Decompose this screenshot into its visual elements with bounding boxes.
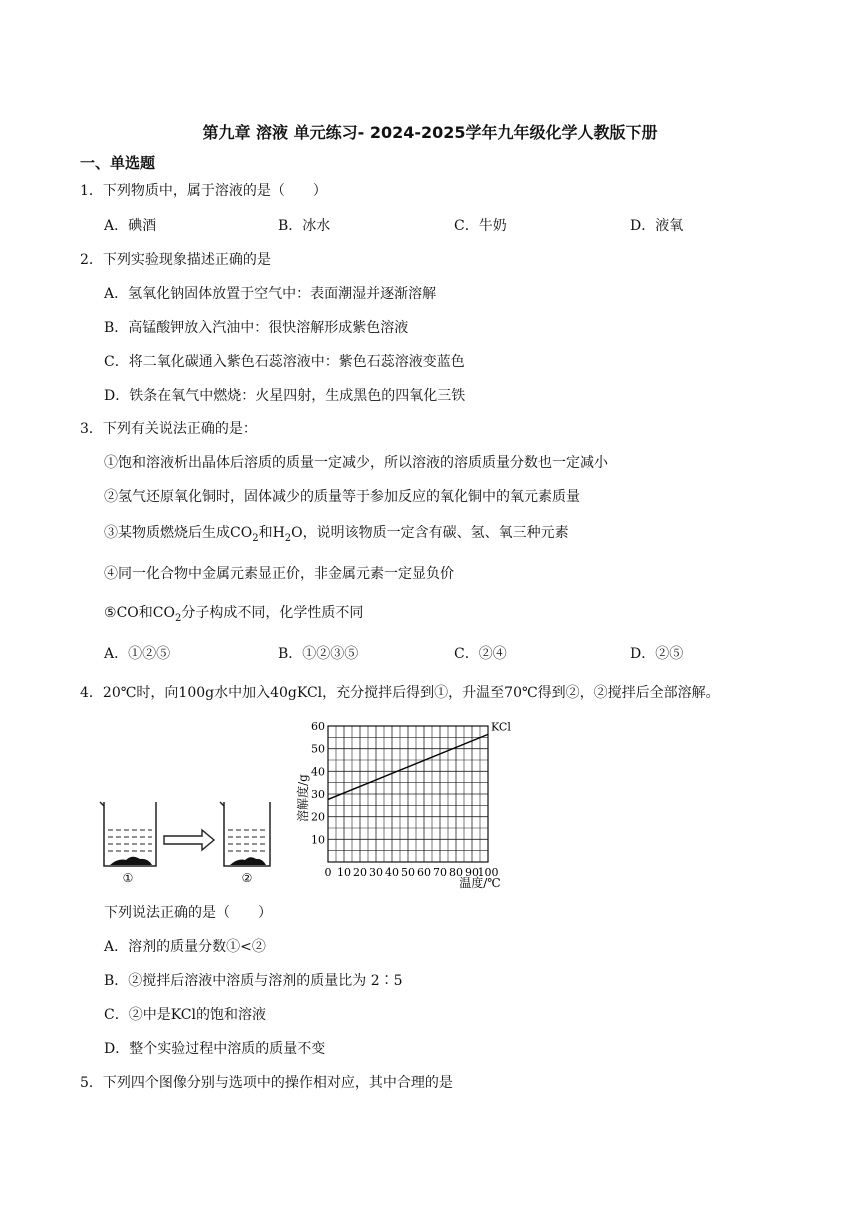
q1-option-c: C．牛奶 <box>454 218 507 234</box>
x-tick-label: 50 <box>401 866 415 879</box>
q4-stem-a: 4． <box>80 685 103 701</box>
q4-stem-d: ，充分搅拌后得到①，升温至 <box>322 685 505 701</box>
x-tick-label: 20 <box>353 866 367 879</box>
q4-mass-1: 100g <box>178 685 215 701</box>
q2-option-a: A．氢氧化钠固体放置于空气中：表面潮湿并逐渐溶解 <box>104 286 437 302</box>
x-tick-label: 80 <box>449 866 463 879</box>
q3-statement-4: ④同一化合物中金属元素显正价，非金属元素一定显负价 <box>104 566 454 582</box>
beaker-2 <box>220 802 270 866</box>
chart-ticks <box>311 720 499 879</box>
q4-stem-e: 得到②，②搅拌后全部溶解。 <box>537 685 720 701</box>
question-4-stem <box>80 682 720 702</box>
q2-option-c: C．将二氧化碳通入紫色石蕊溶液中：紫色石蕊溶液变蓝色 <box>104 354 465 370</box>
q3-statement-2: ②氢气还原氧化铜时，固体减少的质量等于参加反应的氧化铜中的氧元素质量 <box>104 489 580 505</box>
q3-statement-1: ①饱和溶液析出晶体后溶质的质量一定减少，所以溶液的溶质质量分数也一定减小 <box>104 455 608 471</box>
q3-option-c: C．②④ <box>454 646 507 662</box>
y-tick-label: 30 <box>311 788 325 801</box>
q3-s3-text-b: ，说明该物质一定含有碳、氢、氧三种元素 <box>302 525 569 541</box>
q4-option-d: D．整个实验过程中溶质的质量不变 <box>104 1041 326 1057</box>
x-tick-label: 40 <box>385 866 399 879</box>
x-tick-label: 10 <box>337 866 351 879</box>
x-tick-label: 60 <box>417 866 431 879</box>
question-1-stem: 1．下列物质中，属于溶液的是（ ） <box>80 183 327 199</box>
q3-s3-formula-co: CO <box>230 525 253 541</box>
q4-stem-b: 时，向 <box>136 685 179 701</box>
q2-option-b: B．高锰酸钾放入汽油中：很快溶解形成紫色溶液 <box>104 320 409 336</box>
q3-option-b: B．①②③⑤ <box>278 646 359 662</box>
section-heading: 一、单选题 <box>80 154 156 172</box>
arrow-icon <box>164 830 214 850</box>
q3-s5-text-a: ⑤ <box>104 605 117 621</box>
x-axis-label: 温度/℃ <box>459 876 501 890</box>
q3-s3-text-a: ③某物质燃烧后生成 <box>104 525 230 541</box>
x-tick-label: 30 <box>369 866 383 879</box>
q4-option-b: B．②搅拌后溶液中溶质与溶剂的质量比为 2∶5 <box>104 973 403 989</box>
beaker-1-label: ① <box>122 871 134 885</box>
y-tick-label: 60 <box>311 720 325 733</box>
beaker-2-label: ② <box>241 871 253 885</box>
series-label-kcl: KCl <box>491 720 511 734</box>
y-axis-label: 溶解度/g <box>296 774 310 822</box>
q3-s3-sub-1: 2 <box>252 532 259 544</box>
y-tick-label: 40 <box>311 765 325 779</box>
q3-s3-formula-h: H <box>272 525 285 541</box>
q4-sub-stem: 下列说法正确的是（ ） <box>104 905 272 921</box>
q4-mass-2: 40gKCl <box>270 685 323 701</box>
q4-option-a: A．溶剂的质量分数①<② <box>104 939 266 955</box>
q3-s5-and: 和 <box>138 605 153 621</box>
x-tick-label: 70 <box>433 866 447 879</box>
q3-statement-3 <box>104 522 569 544</box>
q3-option-a: A．①②⑤ <box>104 646 171 662</box>
q1-option-d: D．液氧 <box>630 218 684 234</box>
question-3-stem: 3．下列有关说法正确的是： <box>80 421 257 437</box>
q3-s3-and: 和 <box>258 525 273 541</box>
q4-temp-2: 70℃ <box>504 685 538 701</box>
q4-stem-c: 水中加入 <box>214 685 271 701</box>
q3-s3-formula-o: O <box>291 525 303 541</box>
question-2-stem: 2．下列实验现象描述正确的是 <box>80 252 271 268</box>
x-tick-label: 100 <box>477 866 499 879</box>
q4-temp-1: 20℃ <box>102 685 137 701</box>
q3-s5-text-b: 分子构成不同，化学性质不同 <box>181 605 364 621</box>
question-5-stem: 5．下列四个图像分别与选项中的操作相对应，其中合理的是 <box>80 1075 453 1091</box>
chart-grid <box>328 726 488 862</box>
q3-s3-sub-2: 2 <box>284 532 292 544</box>
y-tick-label: 10 <box>311 833 325 847</box>
beaker-1 <box>100 802 156 866</box>
q3-s5-formula-co2: CO <box>152 605 175 621</box>
q2-option-d: D．铁条在氧气中燃烧：火星四射，生成黑色的四氧化三铁 <box>104 388 466 404</box>
q3-option-d: D．②⑤ <box>630 646 684 662</box>
q3-s5-sub: 2 <box>174 612 182 624</box>
q3-statement-5 <box>104 602 363 624</box>
q1-option-b: B．冰水 <box>278 218 331 234</box>
q3-s5-formula-co: CO <box>116 605 139 621</box>
q4-option-c: C．②中是KCl的饱和溶液 <box>104 1007 266 1023</box>
x-tick-label: 0 <box>324 866 332 879</box>
y-tick-label: 50 <box>311 742 325 756</box>
beaker-diagram <box>98 800 278 886</box>
x-tick-label: 90 <box>465 866 479 879</box>
page-title: 第九章 溶液 单元练习- 2024-2025学年九年级化学人教版下册 <box>202 123 658 142</box>
solubility-chart <box>290 712 530 892</box>
q1-option-a: A．碘酒 <box>104 218 157 234</box>
y-tick-label: 20 <box>311 810 325 824</box>
